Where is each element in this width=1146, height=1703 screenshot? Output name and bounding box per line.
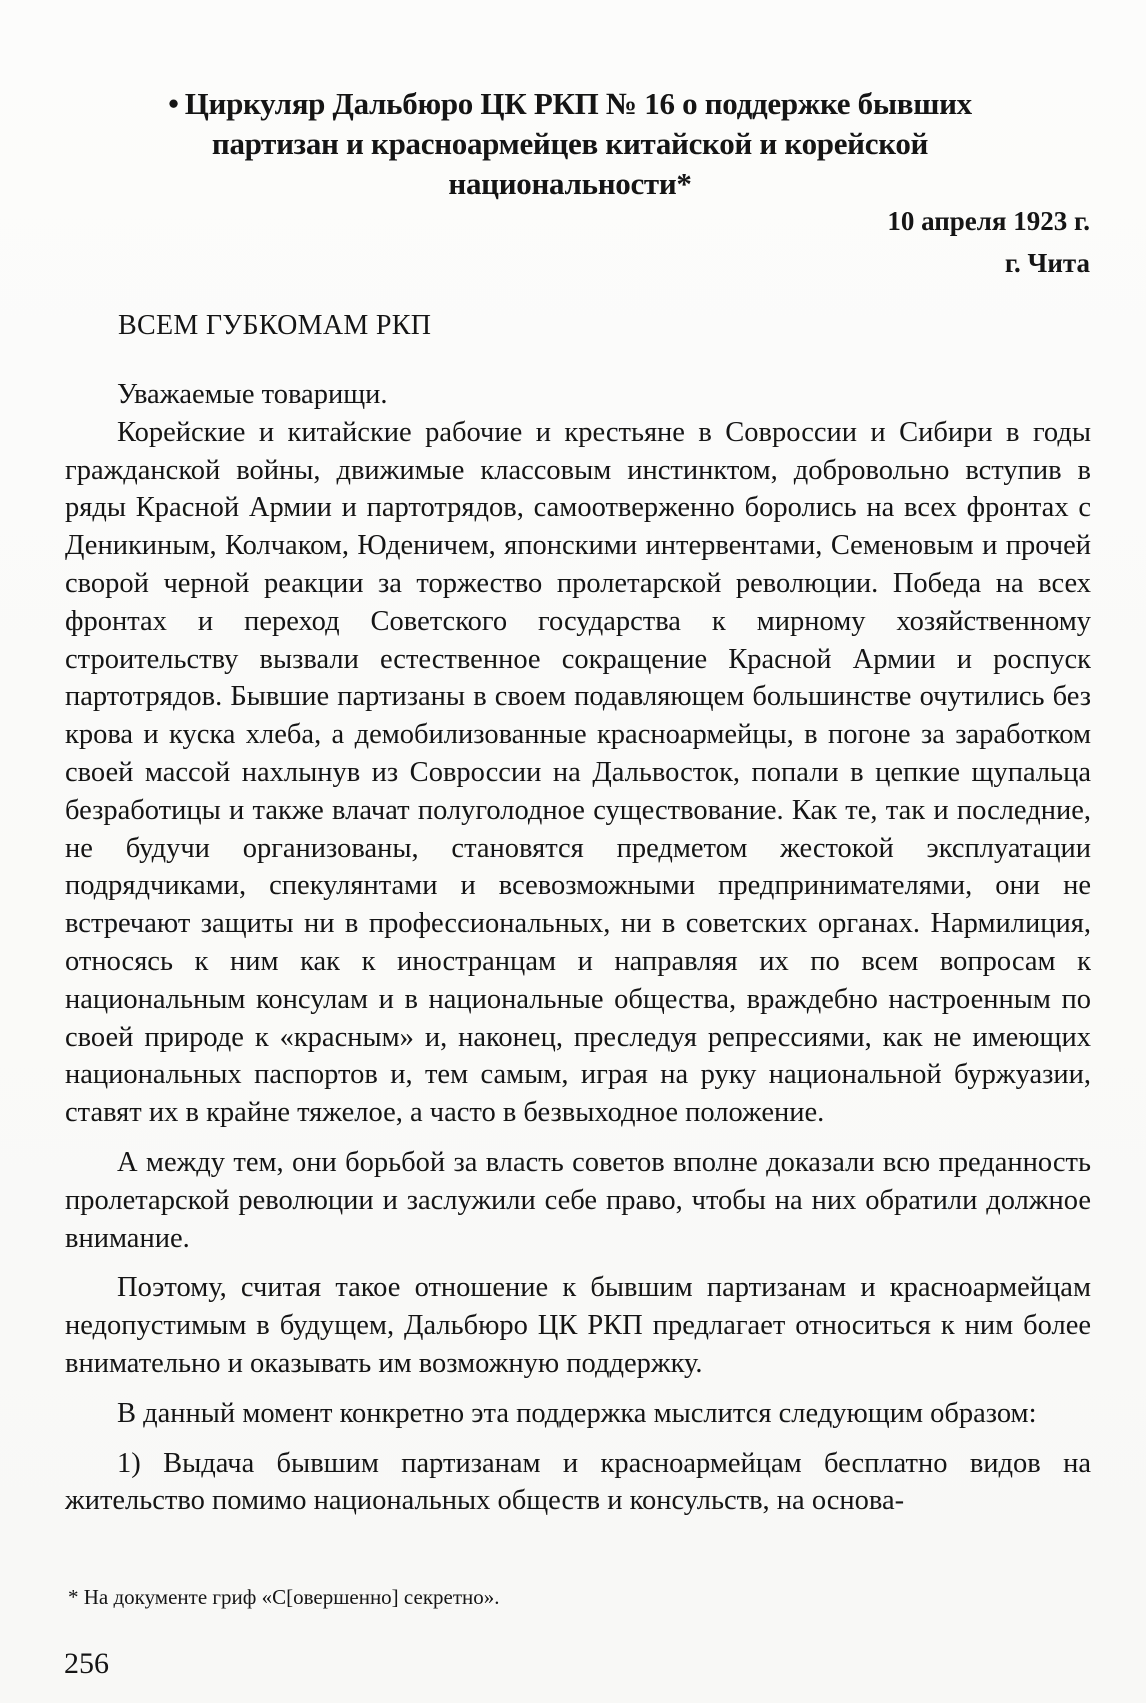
document-place: г. Чита [1004,248,1090,278]
title-text: Циркуляр Дальбюро ЦК РКП № 16 о поддержке бывших партизан и красноармейцев китайской и корейской национальности* [184,86,972,201]
document-meta [887,200,1090,284]
addressee-heading: ВСЕМ ГУБКОМАМ РКП [118,310,432,341]
page-number: 256 [64,1647,109,1680]
body-paragraph: Поэтому, считая такое отношение к бывшим партизанам и красноармейцам недопустимым в будущем, Дальбюро ЦК РКП предлагает относиться к ним более внимательно и оказывать им возможную поддержку. [65,1272,1091,1379]
body-paragraph: Корейские и китайские рабочие и крестьяне в Совроссии и Сибири в годы гражданской войны, движимые классовым инстинктом, добровольно вступив в ряды Красной Армии и партотрядов, самоотверженно боролись на всех фронтах с Деникиным, Колчаком, Юденичем, японскими интервентами, Семеновым и прочей сворой черной реакции за торжество пролетарской революции. Победа на всех фронтах и переход Советского государства к мирному хозяйственному строительству вызвали естественное сокращение Красной Армии и роспуск партотрядов. Бывшие партизаны в своем подавляющем большинстве очутились без крова и куска хлеба, а демобилизованные красноармейцы, в погоне за заработком своей массой нахлынув из Совроссии на Дальвосток, попали в цепкие щупальца безработицы и также влачат полуголодное существование. Как те, так и последние, не будучи организованы, становятся предметом жестокой эксплуатации подрядчиками, спекулянтами и всевозможными предпринимателями, они не встречают защиты ни в профессиональных, ни в советских органах. Нармилиция, относясь к ним как к иностранцам и направляя их по всем вопросам к национальным консулам и в национальные общества, враждебно настроенным по своей природе к «красным» и, наконец, преследуя репрессиями, как не имеющих национальных паспортов и, тем самым, играя на руку национальной буржуазии, ставят их в крайне тяжелое, а часто в безвыходное положение. [65,416,1091,1129]
body-paragraph: А между тем, они борьбой за власть советов вполне доказали всю преданность пролетарской революции и заслужили себе право, чтобы на них обратили должное внимание. [65,1146,1091,1254]
body-paragraph: 1) Выдача бывшим партизанам и красноармейцам бесплатно видов на жительство помимо национальных обществ и консульств, на основа- [65,1447,1091,1517]
document-title [110,84,1030,204]
title-bullet: • [168,86,179,121]
footnote: * На документе гриф «С[овершенно] секретно». [68,1585,500,1609]
body-paragraph: В данный момент конкретно эта поддержка мыслится следующим образом: [117,1397,1037,1429]
document-date: 10 апреля 1923 г. [887,206,1090,236]
salutation-paragraph: Уважаемые товарищи. [117,379,388,410]
document-body [65,376,1091,1520]
